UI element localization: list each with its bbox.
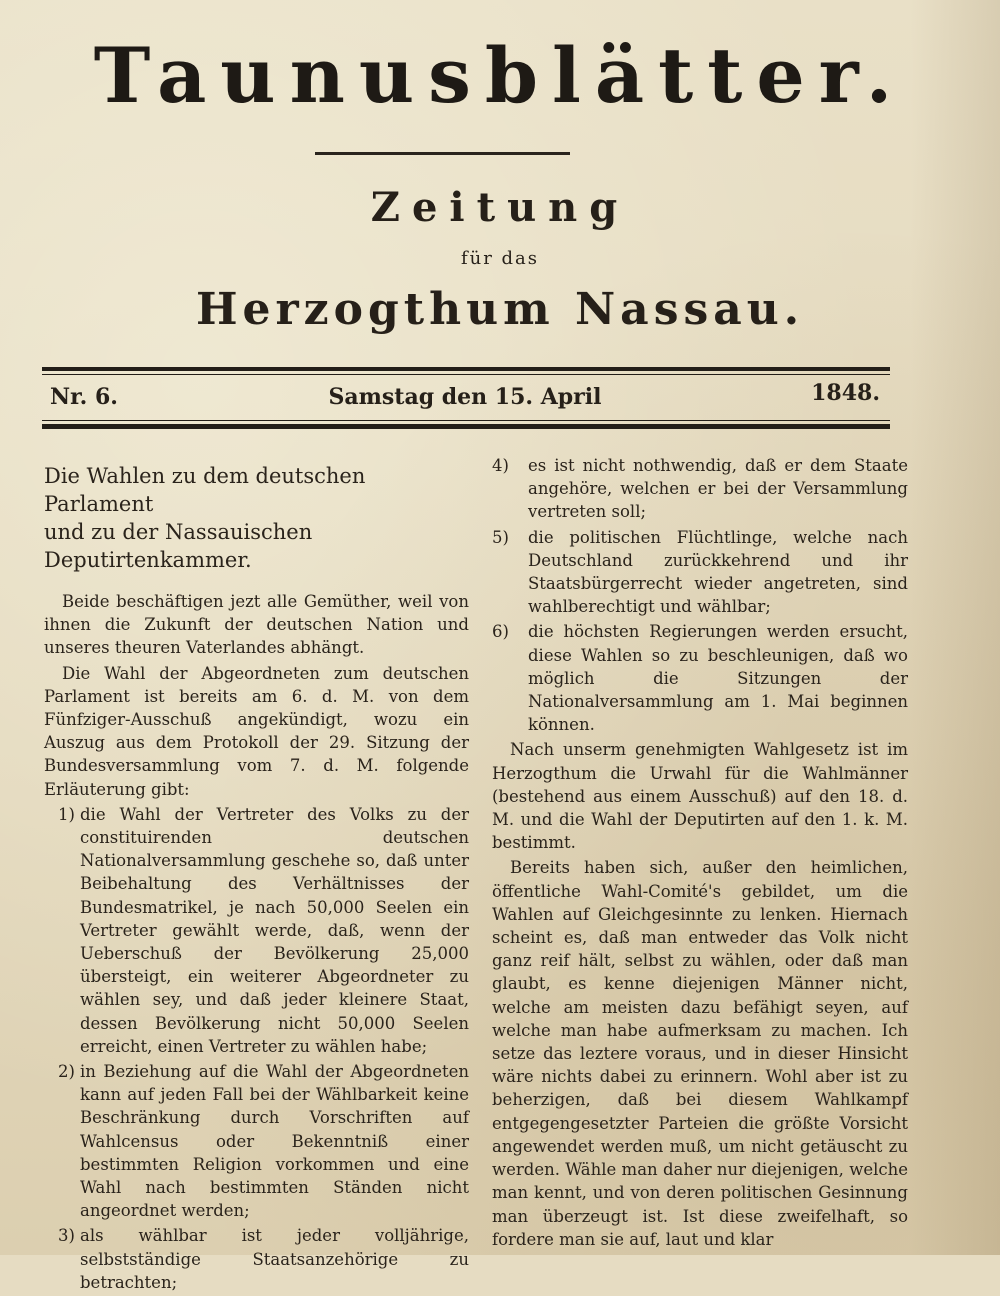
- article-paragraph: Beide beschäftigen jezt alle Gemüther, weil von ihnen die Zukunft der deutschen Nation und unseres theuren Vaterlandes abhängt.: [44, 592, 469, 658]
- article-headline: [44, 462, 469, 574]
- list-item: [492, 620, 908, 736]
- list-item-marker: 4): [492, 456, 509, 475]
- dateline-top-rule-thin: [42, 374, 890, 375]
- article-paragraph: Bereits haben sich, außer den heimlichen, öffentliche Wahl-Comité's gebildet, um die Wahlen auf Gleichgesinnte zu lenken. Hiernach scheint es, daß man entweder das Volk nicht ganz reif hält, selbst zu wählen, oder daß man glaubt, es kenne diejenigen Männer nicht, welche am meisten dazu befähigt seyen, auf welche man habe aufmerksam zu machen. Ich setze das leztere voraus, und in dieser Hinsicht wäre nichts dabei zu erinnern. Wohl aber ist zu beherzigen, daß bei diesem Wahlkampf entgegengesetzter Parteien die größte Vorsicht angewendet werden muß, um nicht getäuscht zu werden. Wähle man daher nur diejenigen, welche man kennt, und von deren politischen Gesinnung man überzeugt ist. Ist diese zweifelhaft, so fordere man sie auf, laut und klar: [492, 858, 908, 1249]
- dateline-bottom-rule-thick: [42, 424, 890, 429]
- dateline: [50, 377, 880, 417]
- dateline-bottom-rule-thin: [42, 420, 890, 421]
- article-paragraph: Nach unserm genehmigten Wahlgesetz ist im Herzogthum die Urwahl für die Wahlmänner (bestehend aus einem Ausschuß) auf den 18. d. M. und die Wahl der Deputirten auf den 1. k. M. bestimmt.: [492, 740, 908, 853]
- issue-year: 1848.: [811, 380, 880, 406]
- article-column-right: [492, 454, 908, 1253]
- masthead-title: Taunusblätter.: [93, 31, 907, 120]
- list-item-text: in Beziehung auf die Wahl der Abgeordneten kann auf jeden Fall bei der Wählbarkeit keine Beschränkung durch Vorschriften auf Wahlcensus oder Bekenntniß einer bestimmten Religion vorkommen und eine Wahl nach bestimmten Ständen nicht angeordnet werden;: [80, 1062, 469, 1221]
- issue-number: Nr. 6.: [50, 384, 118, 410]
- issue-date: Samstag den 15. April: [328, 384, 602, 410]
- list-item: [44, 1224, 469, 1294]
- list-item: [492, 526, 908, 619]
- list-item-marker: 1): [58, 804, 75, 824]
- list-item-text: als wählbar ist jeder volljährige, selbstständige Staatsanzehörige zu betrachten;: [80, 1226, 469, 1292]
- list-item: [492, 454, 908, 524]
- list-item-text: die höchsten Regierungen werden ersucht, diese Wahlen so zu beschleunigen, daß wo möglich die Sitzungen der Nationalversammlung am 1. Mai beginnen können.: [528, 622, 908, 735]
- list-item: [44, 1060, 469, 1222]
- list-item-text: es ist nicht nothwendig, daß er dem Staate angehöre, welchen er bei der Versammlung vertreten soll;: [528, 456, 908, 522]
- masthead-subtitle-herzogthum: Herzogthum Nassau.: [195, 284, 805, 335]
- dateline-top-rule-thick: [42, 367, 890, 371]
- headline-line-1: Die Wahlen zu dem deutschen Parlament: [44, 464, 366, 516]
- list-item-text: die politischen Flüchtlinge, welche nach Deutschland zurückkehrend und ihr Staatsbürgerrecht wieder angetreten, sind wahlberechtigt und wählbar;: [528, 527, 908, 617]
- list-item-marker: 5): [492, 527, 509, 547]
- headline-line-2: und zu der Nassauischen Deputirtenkammer.: [44, 520, 313, 572]
- article-paragraph: Die Wahl der Abgeordneten zum deutschen Parlament ist bereits am 6. d. M. von dem Fünfziger-Ausschuß angekündigt, wozu ein Auszug aus dem Protokoll der 29. Sitzung der Bundesversammlung vom 7. d. M. folgende Erläuterung gibt:: [44, 663, 469, 799]
- article-column-left: [44, 462, 469, 1296]
- masthead-subtitle-fuer-das: für das: [460, 248, 540, 269]
- list-item-marker: 3): [58, 1226, 75, 1246]
- list-item-marker: 2): [58, 1062, 75, 1082]
- masthead-divider: [315, 152, 570, 155]
- list-item-marker: 6): [492, 622, 509, 642]
- list-item-text: die Wahl der Vertreter des Volks zu der constituirenden deutschen Nationalversammlung geschehe so, daß unter Beibehaltung des Verhältnisses der Bundesmatrikel, je nach 50,000 Seelen ein Vertreter gewählt werde, daß, wenn der Ueberschuß der Bevölkerung 25,000 übersteigt, ein weiterer Abgeordneter zu wählen sey, und daß jeder kleinere Staat, dessen Bevölkerung nicht 50,000 Seelen erreicht, einen Vertreter zu wählen habe;: [80, 804, 469, 1056]
- masthead-subtitle-zeitung: Zeitung: [370, 184, 630, 231]
- list-item: [44, 803, 469, 1058]
